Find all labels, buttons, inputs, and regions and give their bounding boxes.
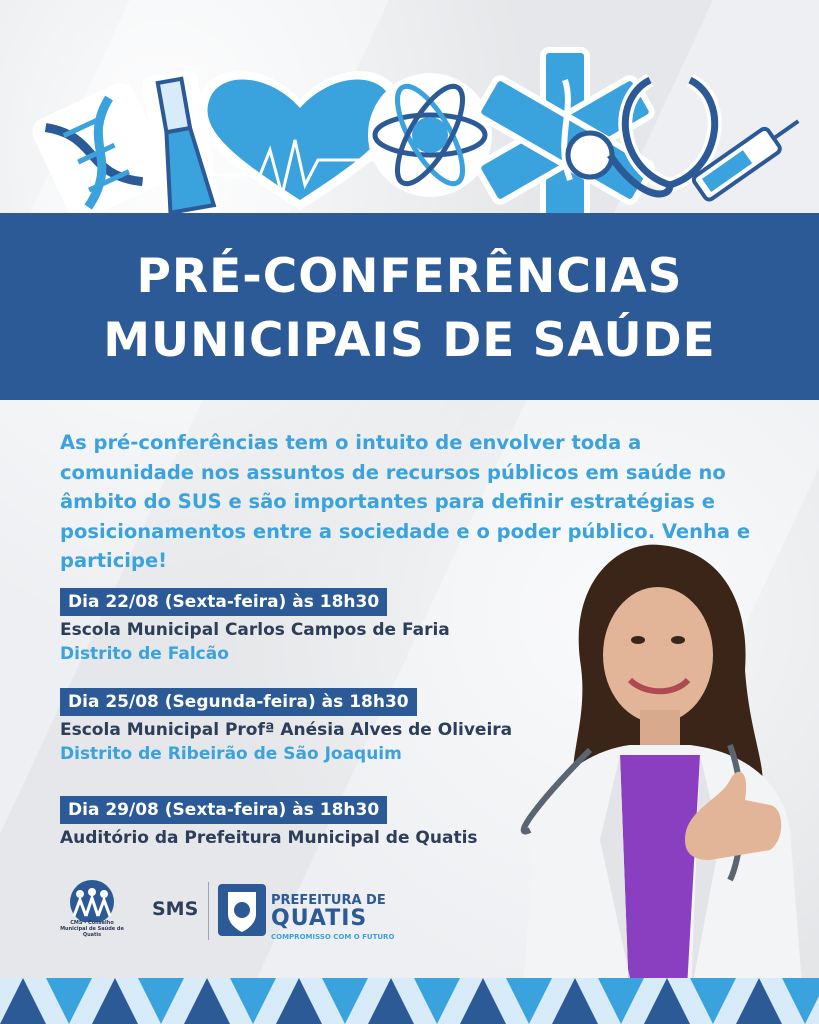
event-date: Dia 29/08 (Sexta-feira) às 18h30: [60, 796, 387, 824]
page-title-line-2: MUNICIPAIS DE SAÚDE: [103, 313, 716, 368]
cms-caption: CMS - Conselho Municipal de Saúde de Quatis: [60, 920, 124, 938]
event-date: Dia 22/08 (Sexta-feira) às 18h30: [60, 588, 387, 616]
intro-paragraph: As pré-conferências tem o intuito de envolver toda a comunidade nos assuntos de recursos públicos em saúde no âmbito do SUS e são importantes para definir estratégias e posicionamentos entre a sociedade e o poder público. Venha e participe!: [60, 431, 751, 572]
event-district: Distrito de Falcão: [60, 644, 229, 664]
event-district: Distrito de Ribeirão de São Joaquim: [60, 744, 402, 764]
event-venue: Auditório da Prefeitura Municipal de Quatis: [60, 828, 478, 848]
logo-divider: [208, 882, 209, 940]
event-3: [60, 796, 478, 850]
event-date: Dia 25/08 (Segunda-feira) às 18h30: [60, 688, 417, 716]
logos-row: [58, 878, 418, 948]
prefeitura-motto: COMPROMISSO COM O FUTURO: [271, 933, 395, 941]
atom-icon: [368, 73, 492, 197]
prefeitura-name: QUATIS: [271, 906, 368, 931]
geometric-footer-band: [0, 978, 819, 1024]
prefeitura-label: PREFEITURA DE: [271, 893, 386, 908]
event-venue: Escola Municipal Carlos Campos de Faria: [60, 620, 450, 640]
quatis-crest-icon: [218, 884, 266, 936]
page-title-line-1: PRÉ-CONFERÊNCIAS: [136, 249, 683, 304]
cms-logo-icon: [58, 878, 126, 922]
sms-label: SMS: [152, 898, 199, 920]
event-1: [60, 588, 450, 666]
medical-icons-banner: [0, 40, 819, 215]
event-2: [60, 688, 512, 766]
doctor-photo: [480, 540, 819, 1024]
event-venue: Escola Municipal Profª Anésia Alves de Oliveira: [60, 720, 513, 740]
title-band: [0, 213, 819, 400]
